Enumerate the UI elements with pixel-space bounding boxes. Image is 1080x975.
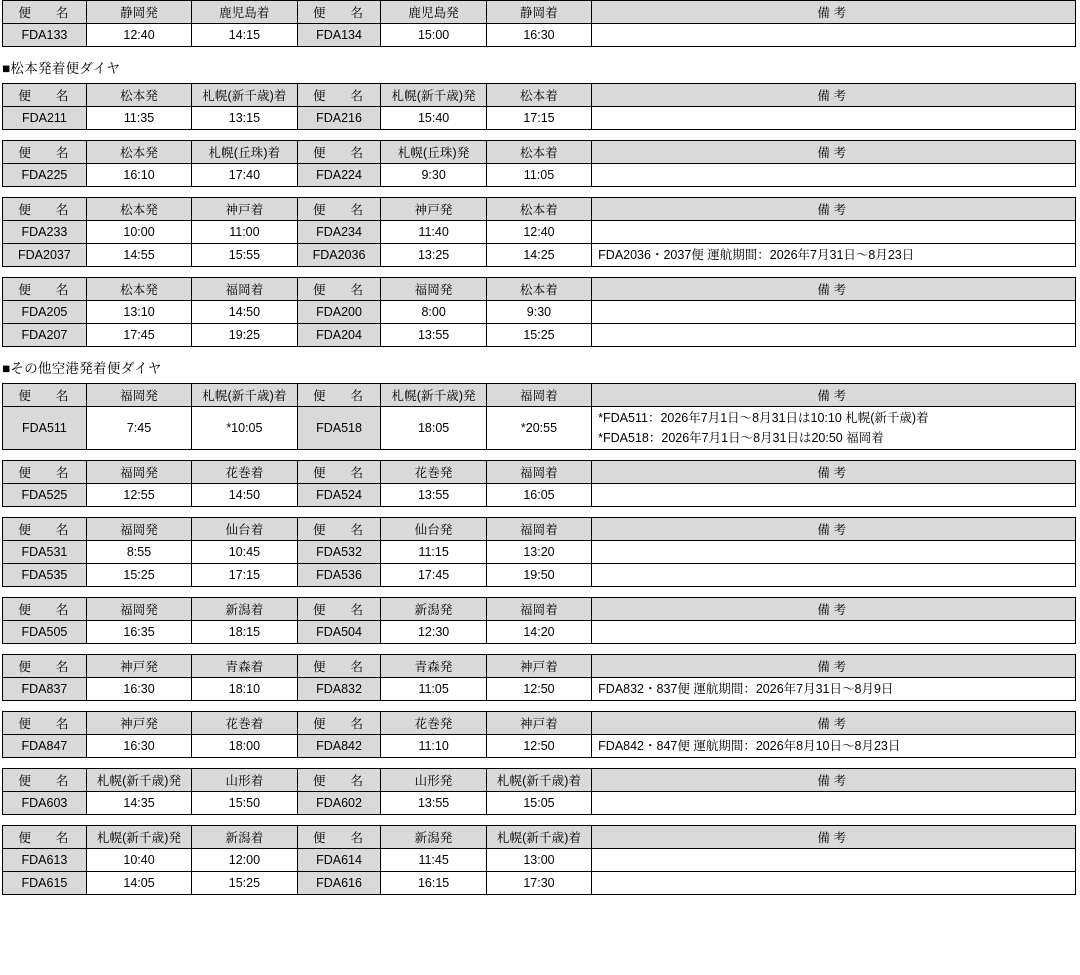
time-cell: 11:00 [192,221,297,244]
column-header: 便 名 [297,198,381,221]
time-cell: 16:30 [86,735,191,758]
time-cell: 17:40 [192,164,297,187]
column-header: 便 名 [3,84,87,107]
column-header: 花巻発 [381,712,486,735]
column-header: 便 名 [3,198,87,221]
table-header-row [3,826,1076,849]
column-header: 松本着 [486,84,591,107]
flight-number-cell: FDA615 [3,872,87,895]
table-header-row [3,384,1076,407]
column-header: 便 名 [297,384,381,407]
flight-number-cell: FDA233 [3,221,87,244]
column-header: 便 名 [3,655,87,678]
time-cell: *20:55 [486,407,591,450]
flight-number-cell: FDA842 [297,735,381,758]
time-cell: 15:05 [486,792,591,815]
column-header: 新潟着 [192,598,297,621]
column-header: 松本着 [486,141,591,164]
column-header: 札幌(丘珠)発 [381,141,486,164]
column-header: 福岡着 [192,278,297,301]
remarks-cell [592,484,1076,507]
table-header-row [3,141,1076,164]
time-cell: 12:50 [486,678,591,701]
remarks-cell [592,221,1076,244]
table-row [3,849,1076,872]
column-header: 札幌(新千歳)発 [381,384,486,407]
column-header: 青森着 [192,655,297,678]
table-row [3,484,1076,507]
time-cell: 18:10 [192,678,297,701]
column-header: 福岡着 [486,598,591,621]
table-row [3,564,1076,587]
time-cell: 13:00 [486,849,591,872]
time-cell: 12:00 [192,849,297,872]
flight-number-cell: FDA532 [297,541,381,564]
flight-number-cell: FDA205 [3,301,87,324]
column-header: 便 名 [297,84,381,107]
time-cell: 8:55 [86,541,191,564]
column-header: 便 名 [297,655,381,678]
remarks-cell [592,541,1076,564]
column-header: 鹿児島発 [381,1,486,24]
table-header-row [3,278,1076,301]
flight-number-cell: FDA535 [3,564,87,587]
time-cell: 11:15 [381,541,486,564]
time-cell: 13:25 [381,244,486,267]
flight-number-cell: FDA211 [3,107,87,130]
time-cell: 15:25 [86,564,191,587]
flight-schedule-table [2,825,1076,895]
flight-number-cell: FDA531 [3,541,87,564]
time-cell: 19:50 [486,564,591,587]
flight-schedule-table [2,0,1076,47]
column-header: 松本発 [86,278,191,301]
table-row [3,792,1076,815]
table-row [3,221,1076,244]
time-cell: *10:05 [192,407,297,450]
remarks-cell [592,324,1076,347]
time-cell: 11:40 [381,221,486,244]
column-header-remarks: 備考 [592,384,1076,407]
flight-number-cell: FDA613 [3,849,87,872]
table-row [3,735,1076,758]
remarks-cell [592,872,1076,895]
table-row [3,24,1076,47]
remarks-lines [598,408,1073,448]
time-cell: 14:50 [192,484,297,507]
flight-number-cell: FDA216 [297,107,381,130]
time-cell: 13:10 [86,301,191,324]
time-cell: 12:50 [486,735,591,758]
remarks-cell: FDA2036・2037便 運航期間：2026年7月31日～8月23日 [592,244,1076,267]
time-cell: 12:30 [381,621,486,644]
column-header: 新潟発 [381,598,486,621]
column-header: 便 名 [3,769,87,792]
time-cell: 14:25 [486,244,591,267]
column-header: 便 名 [3,826,87,849]
flight-number-cell: FDA525 [3,484,87,507]
remarks-cell [592,792,1076,815]
flight-schedule-table [2,597,1076,644]
column-header-remarks: 備考 [592,1,1076,24]
flight-number-cell: FDA524 [297,484,381,507]
column-header-remarks: 備考 [592,461,1076,484]
column-header: 静岡発 [86,1,191,24]
table-header-row [3,518,1076,541]
column-header: 神戸発 [86,655,191,678]
flight-number-cell: FDA134 [297,24,381,47]
time-cell: 17:15 [192,564,297,587]
table-header-row [3,1,1076,24]
time-cell: 15:25 [486,324,591,347]
column-header-remarks: 備考 [592,826,1076,849]
time-cell: 17:45 [86,324,191,347]
column-header: 便 名 [297,598,381,621]
time-cell: 16:05 [486,484,591,507]
remarks-line: *FDA518：2026年7月1日～8月31日は20:50 福岡着 [598,431,884,445]
column-header: 便 名 [297,769,381,792]
time-cell: 13:15 [192,107,297,130]
column-header: 便 名 [3,278,87,301]
remarks-cell [592,407,1076,450]
column-header: 福岡着 [486,518,591,541]
time-cell: 15:50 [192,792,297,815]
time-cell: 12:55 [86,484,191,507]
time-cell: 17:30 [486,872,591,895]
column-header: 福岡着 [486,461,591,484]
column-header: 松本発 [86,84,191,107]
flight-number-cell: FDA204 [297,324,381,347]
flight-schedule-table [2,711,1076,758]
time-cell: 9:30 [486,301,591,324]
time-cell: 10:00 [86,221,191,244]
column-header: 札幌(新千歳)着 [486,826,591,849]
time-cell: 12:40 [86,24,191,47]
time-cell: 16:10 [86,164,191,187]
flight-number-cell: FDA536 [297,564,381,587]
column-header: 神戸発 [381,198,486,221]
flight-schedule-table [2,83,1076,130]
column-header: 静岡着 [486,1,591,24]
column-header: 神戸着 [486,655,591,678]
time-cell: 18:00 [192,735,297,758]
column-header: 山形発 [381,769,486,792]
column-header: 札幌(新千歳)着 [192,384,297,407]
table-header-row [3,598,1076,621]
column-header: 松本発 [86,198,191,221]
flight-schedule-table [2,768,1076,815]
time-cell: 18:15 [192,621,297,644]
column-header: 新潟着 [192,826,297,849]
remarks-cell: FDA842・847便 運航期間：2026年8月10日～8月23日 [592,735,1076,758]
column-header-remarks: 備考 [592,278,1076,301]
table-row [3,541,1076,564]
time-cell: 15:40 [381,107,486,130]
column-header: 神戸発 [86,712,191,735]
flight-number-cell: FDA602 [297,792,381,815]
table-row [3,678,1076,701]
column-header: 福岡発 [86,384,191,407]
time-cell: 16:30 [86,678,191,701]
column-header: 札幌(新千歳)発 [381,84,486,107]
time-cell: 10:40 [86,849,191,872]
column-header: 松本着 [486,198,591,221]
time-cell: 11:05 [381,678,486,701]
time-cell: 13:55 [381,324,486,347]
flight-number-cell: FDA225 [3,164,87,187]
time-cell: 14:20 [486,621,591,644]
column-header: 青森発 [381,655,486,678]
table-header-row [3,198,1076,221]
time-cell: 9:30 [381,164,486,187]
flight-schedule-table [2,277,1076,347]
remarks-cell: FDA832・837便 運航期間：2026年7月31日～8月9日 [592,678,1076,701]
table-row [3,244,1076,267]
column-header: 札幌(新千歳)発 [86,769,191,792]
table-row [3,324,1076,347]
time-cell: 14:55 [86,244,191,267]
time-cell: 12:40 [486,221,591,244]
time-cell: 10:45 [192,541,297,564]
remarks-cell [592,301,1076,324]
column-header-remarks: 備考 [592,598,1076,621]
section-heading: ■その他空港発着便ダイヤ [2,361,162,376]
time-cell: 14:15 [192,24,297,47]
timetable-section [0,0,1080,47]
flight-number-cell: FDA511 [3,407,87,450]
column-header: 便 名 [3,461,87,484]
column-header: 仙台着 [192,518,297,541]
table-row [3,164,1076,187]
remarks-cell [592,849,1076,872]
time-cell: 11:35 [86,107,191,130]
time-cell: 8:00 [381,301,486,324]
column-header: 山形着 [192,769,297,792]
flight-number-cell: FDA2036 [297,244,381,267]
remarks-cell [592,24,1076,47]
time-cell: 14:50 [192,301,297,324]
column-header: 便 名 [3,598,87,621]
remarks-line: *FDA511：2026年7月1日～8月31日は10:10 札幌(新千歳)着 [598,411,929,425]
table-row [3,301,1076,324]
column-header: 花巻着 [192,461,297,484]
time-cell: 14:35 [86,792,191,815]
column-header-remarks: 備考 [592,769,1076,792]
flight-schedule-table [2,140,1076,187]
time-cell: 17:45 [381,564,486,587]
flight-number-cell: FDA847 [3,735,87,758]
time-cell: 15:55 [192,244,297,267]
column-header: 便 名 [297,141,381,164]
table-row [3,407,1076,450]
time-cell: 11:45 [381,849,486,872]
flight-number-cell: FDA603 [3,792,87,815]
time-cell: 13:55 [381,484,486,507]
column-header: 便 名 [3,384,87,407]
time-cell: 7:45 [86,407,191,450]
column-header: 札幌(丘珠)着 [192,141,297,164]
table-header-row [3,769,1076,792]
flight-number-cell: FDA207 [3,324,87,347]
timetable-section [0,57,1080,347]
column-header: 便 名 [297,712,381,735]
column-header: 便 名 [3,518,87,541]
column-header: 便 名 [3,141,87,164]
column-header: 松本着 [486,278,591,301]
column-header: 仙台発 [381,518,486,541]
column-header-remarks: 備考 [592,518,1076,541]
column-header: 便 名 [3,712,87,735]
column-header: 札幌(新千歳)着 [486,769,591,792]
column-header: 新潟発 [381,826,486,849]
column-header: 札幌(新千歳)発 [86,826,191,849]
time-cell: 11:05 [486,164,591,187]
flight-number-cell: FDA837 [3,678,87,701]
flight-number-cell: FDA832 [297,678,381,701]
column-header: 福岡発 [86,461,191,484]
column-header: 便 名 [297,278,381,301]
flight-number-cell: FDA614 [297,849,381,872]
flight-number-cell: FDA505 [3,621,87,644]
flight-schedule-table [2,383,1076,450]
table-header-row [3,461,1076,484]
flight-schedule-table [2,654,1076,701]
time-cell: 16:15 [381,872,486,895]
section-heading: ■松本発着便ダイヤ [2,61,121,76]
time-cell: 16:30 [486,24,591,47]
column-header: 便 名 [297,518,381,541]
flight-number-cell: FDA224 [297,164,381,187]
column-header-remarks: 備考 [592,141,1076,164]
time-cell: 15:00 [381,24,486,47]
table-header-row [3,712,1076,735]
column-header: 便 名 [297,826,381,849]
timetable-section [0,357,1080,895]
column-header-remarks: 備考 [592,84,1076,107]
column-header: 便 名 [3,1,87,24]
remarks-cell [592,107,1076,130]
column-header: 神戸着 [486,712,591,735]
time-cell: 13:20 [486,541,591,564]
column-header: 花巻発 [381,461,486,484]
time-cell: 19:25 [192,324,297,347]
flight-number-cell: FDA133 [3,24,87,47]
table-header-row [3,84,1076,107]
column-header-remarks: 備考 [592,198,1076,221]
column-header: 福岡発 [86,518,191,541]
column-header: 便 名 [297,1,381,24]
column-header: 福岡発 [381,278,486,301]
remarks-cell [592,621,1076,644]
flight-number-cell: FDA2037 [3,244,87,267]
flight-number-cell: FDA200 [297,301,381,324]
table-row [3,621,1076,644]
column-header-remarks: 備考 [592,655,1076,678]
time-cell: 15:25 [192,872,297,895]
flight-number-cell: FDA518 [297,407,381,450]
time-cell: 17:15 [486,107,591,130]
time-cell: 16:35 [86,621,191,644]
flight-schedule-table [2,197,1076,267]
remarks-cell [592,564,1076,587]
column-header: 鹿児島着 [192,1,297,24]
flight-number-cell: FDA234 [297,221,381,244]
column-header-remarks: 備考 [592,712,1076,735]
column-header: 福岡着 [486,384,591,407]
column-header: 福岡発 [86,598,191,621]
column-header: 神戸着 [192,198,297,221]
time-cell: 14:05 [86,872,191,895]
time-cell: 13:55 [381,792,486,815]
time-cell: 11:10 [381,735,486,758]
remarks-cell [592,164,1076,187]
column-header: 便 名 [297,461,381,484]
flight-schedule-table [2,460,1076,507]
flight-schedule-table [2,517,1076,587]
time-cell: 18:05 [381,407,486,450]
table-header-row [3,655,1076,678]
flight-number-cell: FDA504 [297,621,381,644]
column-header: 花巻着 [192,712,297,735]
column-header: 松本発 [86,141,191,164]
flight-number-cell: FDA616 [297,872,381,895]
table-row [3,872,1076,895]
column-header: 札幌(新千歳)着 [192,84,297,107]
table-row [3,107,1076,130]
